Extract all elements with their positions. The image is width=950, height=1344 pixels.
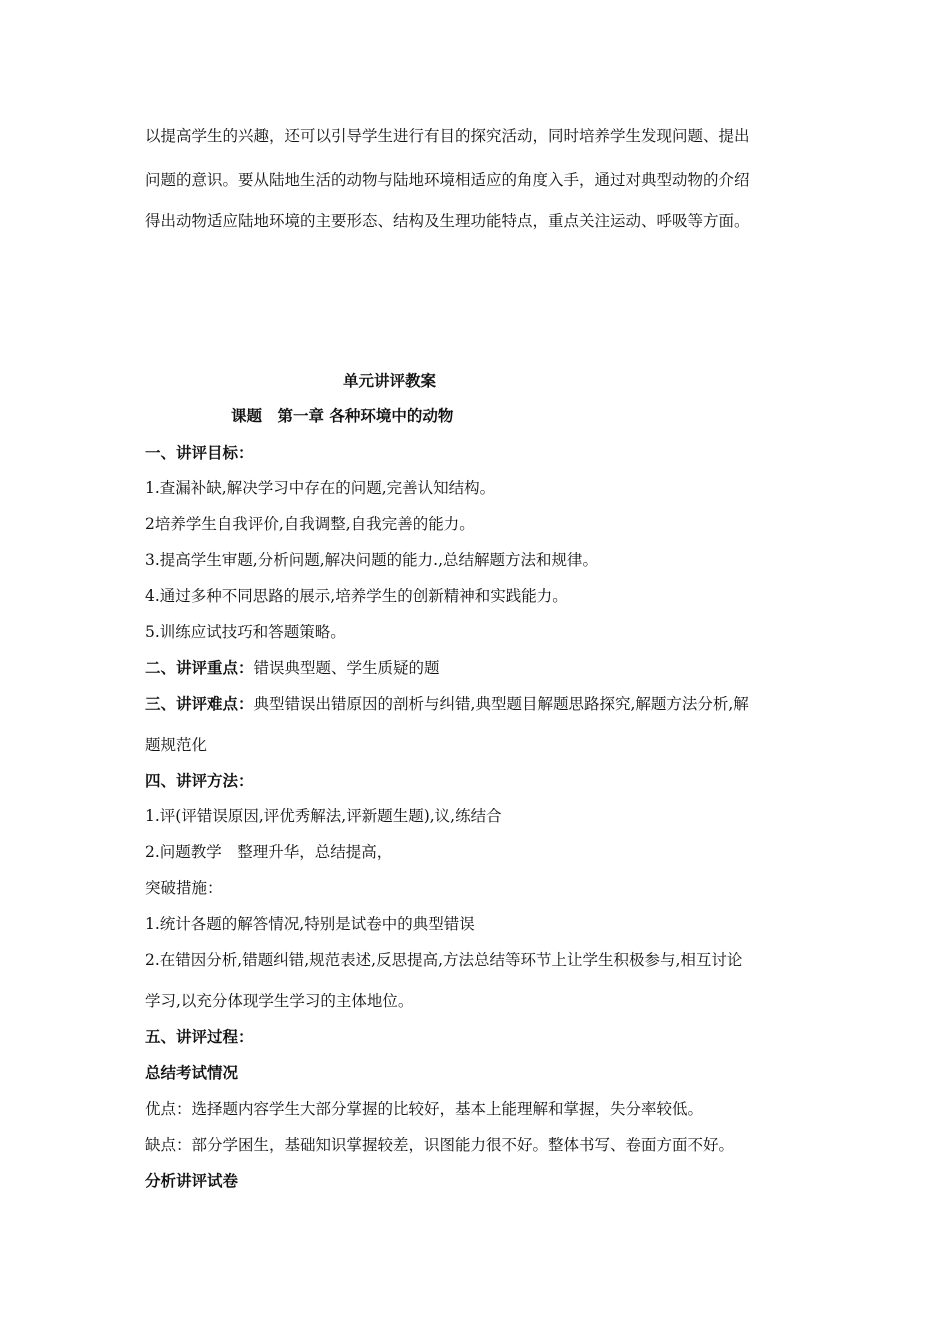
objective-2: 2培养学生自我评价,自我调整,自我完善的能力。 (145, 515, 475, 533)
intro-line-2: 问题的意识。要从陆地生活的动物与陆地环境相适应的角度入手，通过对典型动物的介绍 (145, 171, 750, 189)
section-1-heading: 一、讲评目标： (145, 444, 254, 462)
section-4-heading: 四、讲评方法： (145, 772, 254, 790)
section-2-text: 错误典型题、学生质疑的题 (253, 659, 440, 677)
measures-label: 突破措施： (145, 879, 223, 897)
section-2 (145, 658, 815, 678)
exam-summary-heading: 总结考试情况 (145, 1064, 239, 1082)
section-3-text-1: 典型错误出错原因的剖析与纠错,典型题目解题思路探究,解题方法分析,解 (253, 695, 749, 713)
section-2-heading: 二、讲评重点： (145, 659, 254, 677)
objective-4: 4.通过多种不同思路的展示,培养学生的创新精神和实践能力。 (145, 587, 568, 605)
section-5-heading: 五、讲评过程： (145, 1028, 254, 1046)
doc-title: 单元讲评教案 (343, 372, 437, 390)
section-3 (145, 694, 815, 714)
measure-2-line-1: 2.在错因分析,错题纠错,规范表述,反思提高,方法总结等环节上让学生积极参与,相互讨论 (145, 951, 743, 969)
measure-2-line-2: 学习,以充分体现学生学习的主体地位。 (145, 992, 414, 1010)
objective-1: 1.查漏补缺,解决学习中存在的问题,完善认知结构。 (145, 479, 496, 497)
method-2: 2.问题教学 整理升华，总结提高， (145, 843, 393, 861)
strengths: 优点：选择题内容学生大部分掌握的比较好，基本上能理解和掌握，失分率较低。 (145, 1100, 704, 1118)
intro-line-3: 得出动物适应陆地环境的主要形态、结构及生理功能特点，重点关注运动、呼吸等方面。 (145, 212, 750, 230)
section-3-text-2: 题规范化 (145, 736, 208, 754)
section-3-heading: 三、讲评难点： (145, 695, 254, 713)
doc-subtitle: 课题 第一章 各种环境中的动物 (231, 407, 454, 425)
method-1: 1.评(评错误原因,评优秀解法,评新题生题),议,练结合 (145, 807, 502, 825)
measure-1: 1.统计各题的解答情况,特别是试卷中的典型错误 (145, 915, 475, 933)
intro-line-1: 以提高学生的兴趣，还可以引导学生进行有目的探究活动，同时培养学生发现问题、提出 (145, 127, 750, 145)
objective-3: 3.提高学生审题,分析问题,解决问题的能力.,总结解题方法和规律。 (145, 551, 598, 569)
analysis-heading: 分析讲评试卷 (145, 1172, 239, 1190)
weaknesses: 缺点：部分学困生，基础知识掌握较差，识图能力很不好。整体书写、卷面方面不好。 (145, 1136, 735, 1154)
objective-5: 5.训练应试技巧和答题策略。 (145, 623, 346, 641)
